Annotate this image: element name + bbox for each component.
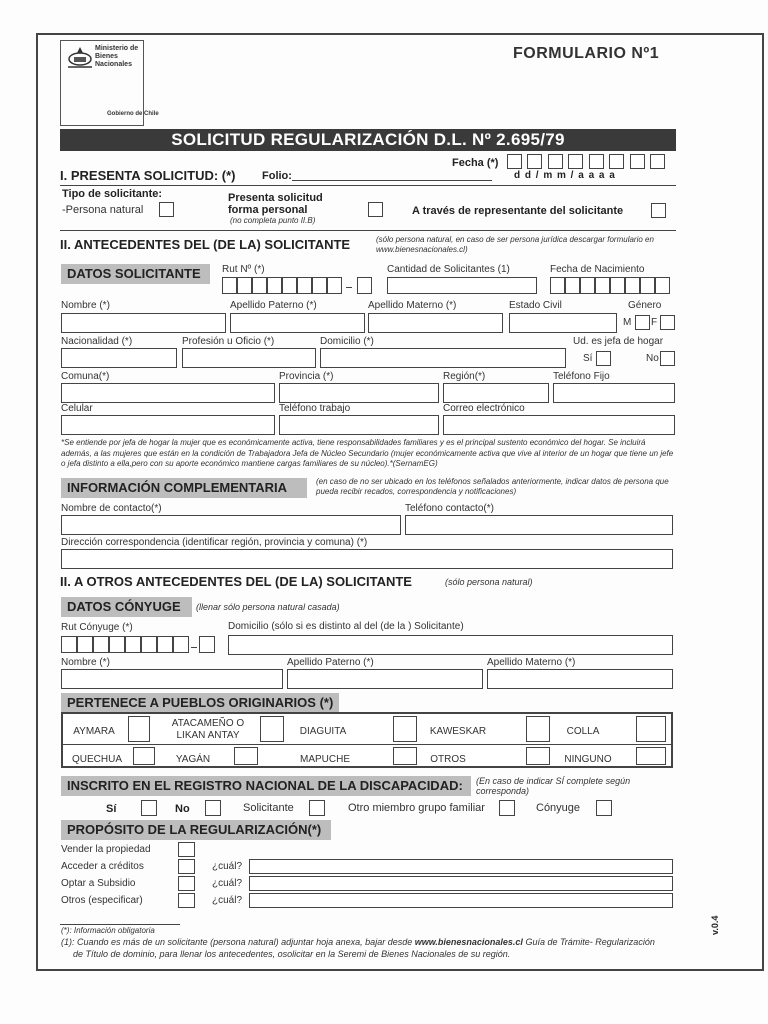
cantidad-input[interactable] (387, 277, 537, 294)
date-digit-box[interactable] (640, 277, 655, 294)
version-label: v.0.4 (710, 915, 720, 935)
pueblo-mapuche-label: MAPUCHE (299, 754, 350, 765)
ap-materno-input[interactable] (368, 313, 503, 333)
nombre-conyuge-input[interactable] (61, 669, 283, 689)
persona-natural-label: -Persona natural (62, 204, 144, 216)
rut-check-digit-box[interactable] (199, 636, 215, 653)
discapacidad-si-checkbox[interactable] (141, 800, 157, 816)
datos-conyuge-header: DATOS CÓNYUGE (61, 597, 192, 617)
discapacidad-solicitante-label: Solicitante (243, 802, 294, 814)
pueblo-otros-checkbox[interactable] (526, 747, 550, 765)
nacionalidad-label: Nacionalidad (*) (61, 336, 133, 347)
pueblo-mapuche-checkbox[interactable] (393, 747, 417, 765)
representante-label: A través de representante del solicitante (412, 205, 624, 217)
jefa-no-checkbox[interactable] (660, 351, 675, 366)
jefa-hogar-label: Ud. es jefa de hogar (573, 336, 664, 347)
rut-digit-box[interactable] (109, 636, 125, 653)
discapacidad-solicitante-checkbox[interactable] (309, 800, 325, 816)
discapacidad-otro-checkbox[interactable] (499, 800, 515, 816)
pueblo-yagan-label: YAGÁN (175, 754, 211, 765)
forma-personal-checkbox[interactable] (368, 202, 383, 217)
section2a-heading: II. A OTROS ANTECEDENTES DEL (DE LA) SOLICITANTE (60, 574, 412, 589)
date-digit-box[interactable] (609, 154, 624, 169)
rut-digit-box[interactable] (61, 636, 77, 653)
date-digit-box[interactable] (550, 277, 565, 294)
rut-digit-box[interactable] (267, 277, 282, 294)
pueblo-ninguno-checkbox[interactable] (636, 747, 666, 765)
proposito-otros-checkbox[interactable] (178, 893, 195, 908)
domicilio-input[interactable] (320, 348, 566, 368)
nombre-conyuge-label: Nombre (*) (61, 657, 110, 668)
rut-digit-box[interactable] (141, 636, 157, 653)
ap-materno-label: Apellido Materno (*) (368, 300, 457, 311)
divider (60, 185, 676, 186)
date-digit-box[interactable] (568, 154, 583, 169)
pueblo-ninguno-label: NINGUNO (564, 754, 612, 765)
ap-paterno-conyuge-input[interactable] (287, 669, 483, 689)
genero-m-checkbox[interactable] (635, 315, 650, 330)
rut-check-digit-box[interactable] (357, 277, 372, 294)
footnote-obligatoria: (*): Información obligatoria (61, 926, 155, 935)
discapacidad-si-label: Sí (106, 803, 117, 815)
discapacidad-header: INSCRITO EN EL REGISTRO NACIONAL DE LA DISCAPACIDAD: (61, 776, 471, 796)
logo-box (60, 40, 159, 126)
persona-natural-checkbox[interactable] (159, 202, 174, 217)
rut-digit-box[interactable] (282, 277, 297, 294)
telefono-fijo-label: Teléfono Fijo (553, 371, 610, 382)
proposito-header: PROPÓSITO DE LA REGULARIZACIÓN(*) (61, 820, 331, 840)
pueblo-yagan-checkbox[interactable] (234, 747, 258, 765)
rut-digit-box[interactable] (237, 277, 252, 294)
provincia-label: Provincia (*) (279, 371, 334, 382)
ministry-name: Ministerio de Bienes Nacionales (95, 45, 139, 68)
nacionalidad-input[interactable] (61, 348, 177, 368)
form-title: SOLICITUD REGULARIZACIÓN D.L. Nº 2.695/79 (60, 129, 676, 151)
telefono-trabajo-label: Teléfono trabajo (279, 403, 351, 414)
nombre-label: Nombre (*) (61, 300, 110, 311)
ap-materno-conyuge-label: Apellido Materno (*) (487, 657, 576, 668)
date-digit-box[interactable] (650, 154, 665, 169)
provincia-input[interactable] (279, 383, 439, 403)
correo-input[interactable] (443, 415, 675, 435)
telefono-trabajo-input[interactable] (279, 415, 439, 435)
discapacidad-conyuge-label: Cónyuge (536, 802, 581, 814)
genero-label: Género (628, 300, 662, 311)
proposito-vender-checkbox[interactable] (178, 842, 195, 857)
pueblo-colla-checkbox[interactable] (636, 716, 666, 742)
ap-paterno-label: Apellido Paterno (*) (230, 300, 317, 311)
form-number: FORMULARIO Nº1 (513, 45, 660, 62)
date-digit-box[interactable] (655, 277, 670, 294)
pueblo-diaguita-checkbox[interactable] (393, 716, 417, 742)
ap-paterno-conyuge-label: Apellido Paterno (*) (287, 657, 374, 668)
jefa-hogar-footnote: *Se entiende por jefa de hogar la mujer que es económicamente activa, tiene responsabilidades familiares y es el principal sustento económico del hogar. Se incluirá además, a las mujeres que están en la condición de Trabajadora Jefa de Núcleo Secundario (mujer económicamente activa que vive al interior de un hogar que tiene un jefe o jefa distinto a ella,pero con su aporte económico mantiene cargas familiares de su núcleo).*(SernamEG) (61, 438, 674, 468)
rut-digit-box[interactable] (297, 277, 312, 294)
conyuge-note: (llenar sólo persona natural casada) (196, 602, 340, 612)
info-comp-header: INFORMACIÓN COMPLEMENTARIA (61, 478, 307, 498)
forma-personal-label-1: Presenta solicitud (228, 192, 323, 204)
pueblo-otros-label: OTROS (430, 754, 466, 765)
pueblo-atacameno-checkbox[interactable] (260, 716, 284, 742)
pueblo-kaweskar-label: KAWESKAR (429, 726, 487, 737)
proposito-subsidio-label: Optar a Subsidio (61, 878, 136, 889)
domicilio-conyuge-label: Domicilio (sólo si es distinto al del (de la ) Solicitante) (228, 621, 464, 632)
jefa-si-label: Sí (583, 353, 593, 364)
comuna-label: Comuna(*) (61, 371, 110, 382)
proposito-creditos-label: Acceder a créditos (61, 861, 144, 872)
discapacidad-no-checkbox[interactable] (205, 800, 221, 816)
genero-f-label: F (651, 317, 658, 328)
pueblo-aymara-label: AYMARA (73, 726, 115, 737)
tipo-solicitante-label: Tipo de solicitante: (62, 188, 163, 200)
section2a-note: (sólo persona natural) (445, 577, 533, 587)
profesion-label: Profesión u Oficio (*) (182, 336, 275, 347)
date-digit-box[interactable] (589, 154, 604, 169)
forma-personal-note: (no completa punto II.B) (230, 216, 316, 225)
discapacidad-no-label: No (175, 803, 190, 815)
proposito-creditos-checkbox[interactable] (178, 859, 195, 874)
rut-label: Rut Nº (*) (222, 264, 265, 275)
rut-digit-box[interactable] (222, 277, 237, 294)
correo-label: Correo electrónico (443, 403, 525, 414)
datos-solicitante-header: DATOS SOLICITANTE (61, 264, 210, 284)
date-digit-box[interactable] (580, 277, 595, 294)
date-digit-box[interactable] (565, 277, 580, 294)
jefa-no-label: No (646, 353, 659, 364)
gobierno-label: Gobierno de Chile (107, 111, 159, 117)
cual-creditos-input[interactable] (249, 859, 673, 874)
info-comp-note: (en caso de no ser ubicado en los teléfonos señalados anteriormente, indicar datos de persona que pueda recibir recados, correspondencia y notificaciones) (316, 477, 669, 496)
pueblos-header: PERTENECE A PUEBLOS ORIGINARIOS (*) (61, 693, 339, 713)
rut-digit-box[interactable] (173, 636, 189, 653)
discapacidad-otro-label: Otro miembro grupo familiar (348, 802, 485, 814)
pueblo-kaweskar-checkbox[interactable] (526, 716, 550, 742)
section2-note: (sólo persona natural, en caso de ser persona jurídica descargar formulario en www.bienesnacionales.cl) (376, 235, 654, 254)
jefa-si-checkbox[interactable] (596, 351, 611, 366)
cual-label: ¿cuál? (212, 895, 243, 906)
date-digit-box[interactable] (548, 154, 563, 169)
rut-digit-box[interactable] (157, 636, 173, 653)
date-digit-box[interactable] (595, 277, 610, 294)
table-row-divider (61, 744, 673, 745)
date-format: d d / m m / a a a a (514, 170, 616, 181)
estado-civil-label: Estado Civil (509, 300, 562, 311)
pueblo-atacameno-label: ATACAMEÑO O LIKAN ANTAY (171, 718, 245, 741)
estado-civil-input[interactable] (509, 313, 617, 333)
telefono-contacto-label: Teléfono contacto(*) (405, 503, 494, 514)
fecha-nac-label: Fecha de Nacimiento (550, 264, 645, 275)
folio-label: Folio: (262, 170, 292, 182)
footnote-solicitante-cont: de Título de dominio, para llenar los antecedentes, osolicitar en la Seremi de Bienes Nacionales de su región. (73, 949, 511, 959)
nombre-contacto-label: Nombre de contacto(*) (61, 503, 162, 514)
rut-digit-box[interactable] (77, 636, 93, 653)
divider (60, 230, 676, 231)
date-digit-box[interactable] (625, 277, 640, 294)
discapacidad-conyuge-checkbox[interactable] (596, 800, 612, 816)
nombre-contacto-input[interactable] (61, 515, 401, 535)
pueblo-diaguita-label: DIAGUITA (299, 726, 347, 737)
celular-input[interactable] (61, 415, 275, 435)
telefono-contacto-input[interactable] (405, 515, 673, 535)
government-seal-icon (65, 45, 95, 71)
ap-materno-conyuge-input[interactable] (487, 669, 673, 689)
rut-digit-box[interactable] (252, 277, 267, 294)
cantidad-label: Cantidad de Solicitantes (1) (387, 264, 510, 275)
ap-paterno-input[interactable] (230, 313, 365, 333)
pueblo-aymara-checkbox[interactable] (128, 716, 150, 742)
profesion-input[interactable] (182, 348, 316, 368)
cual-subsidio-input[interactable] (249, 876, 673, 891)
cual-label: ¿cuál? (212, 878, 243, 889)
section1-heading: I. PRESENTA SOLICITUD: (*) (60, 168, 236, 183)
proposito-subsidio-checkbox[interactable] (178, 876, 195, 891)
rut-dash (346, 287, 352, 288)
region-input[interactable] (443, 383, 549, 403)
date-digit-box[interactable] (630, 154, 645, 169)
pueblo-colla-label: COLLA (566, 726, 600, 737)
genero-f-checkbox[interactable] (660, 315, 675, 330)
pueblo-quechua-checkbox[interactable] (133, 747, 155, 765)
genero-m-label: M (623, 317, 632, 328)
fecha-label: Fecha (*) (452, 157, 499, 169)
proposito-vender-label: Vender la propiedad (61, 844, 151, 855)
direccion-input[interactable] (61, 549, 673, 569)
domicilio-label: Domicilio (*) (320, 336, 374, 347)
domicilio-conyuge-input[interactable] (228, 635, 673, 655)
rut-digit-box[interactable] (93, 636, 109, 653)
representante-checkbox[interactable] (651, 203, 666, 218)
pueblo-quechua-label: QUECHUA (71, 754, 122, 765)
date-digit-box[interactable] (507, 154, 522, 169)
folio-line (292, 180, 492, 181)
direccion-label: Dirección correspondencia (identificar región, provincia y comuna) (*) (61, 537, 368, 548)
rut-digit-box[interactable] (125, 636, 141, 653)
date-digit-box[interactable] (610, 277, 625, 294)
rut-digit-box[interactable] (312, 277, 327, 294)
date-digit-box[interactable] (527, 154, 542, 169)
telefono-fijo-input[interactable] (553, 383, 675, 403)
forma-personal-label-2: forma personal (228, 204, 308, 216)
proposito-otros-label: Otros (especificar) (61, 895, 143, 906)
cual-label: ¿cuál? (212, 861, 243, 872)
discapacidad-note: (En caso de indicar SÍ complete según corresponda) (476, 776, 631, 796)
nombre-input[interactable] (61, 313, 226, 333)
section2-heading: II. ANTECEDENTES DEL (DE LA) SOLICITANTE (60, 237, 351, 252)
cual-otros-input[interactable] (249, 893, 673, 908)
rut-conyuge-label: Rut Cónyuge (*) (61, 622, 133, 633)
rut-digit-box[interactable] (327, 277, 342, 294)
comuna-input[interactable] (61, 383, 275, 403)
celular-label: Celular (61, 403, 93, 414)
region-label: Región(*) (443, 371, 486, 382)
rut-dash (191, 647, 197, 648)
footnote-solicitante: (1): Cuando es más de un solicitante (persona natural) adjuntar hoja anexa, bajar desde www.bienesnacionales.cl Guía de Trámite- Regularización (61, 937, 655, 947)
